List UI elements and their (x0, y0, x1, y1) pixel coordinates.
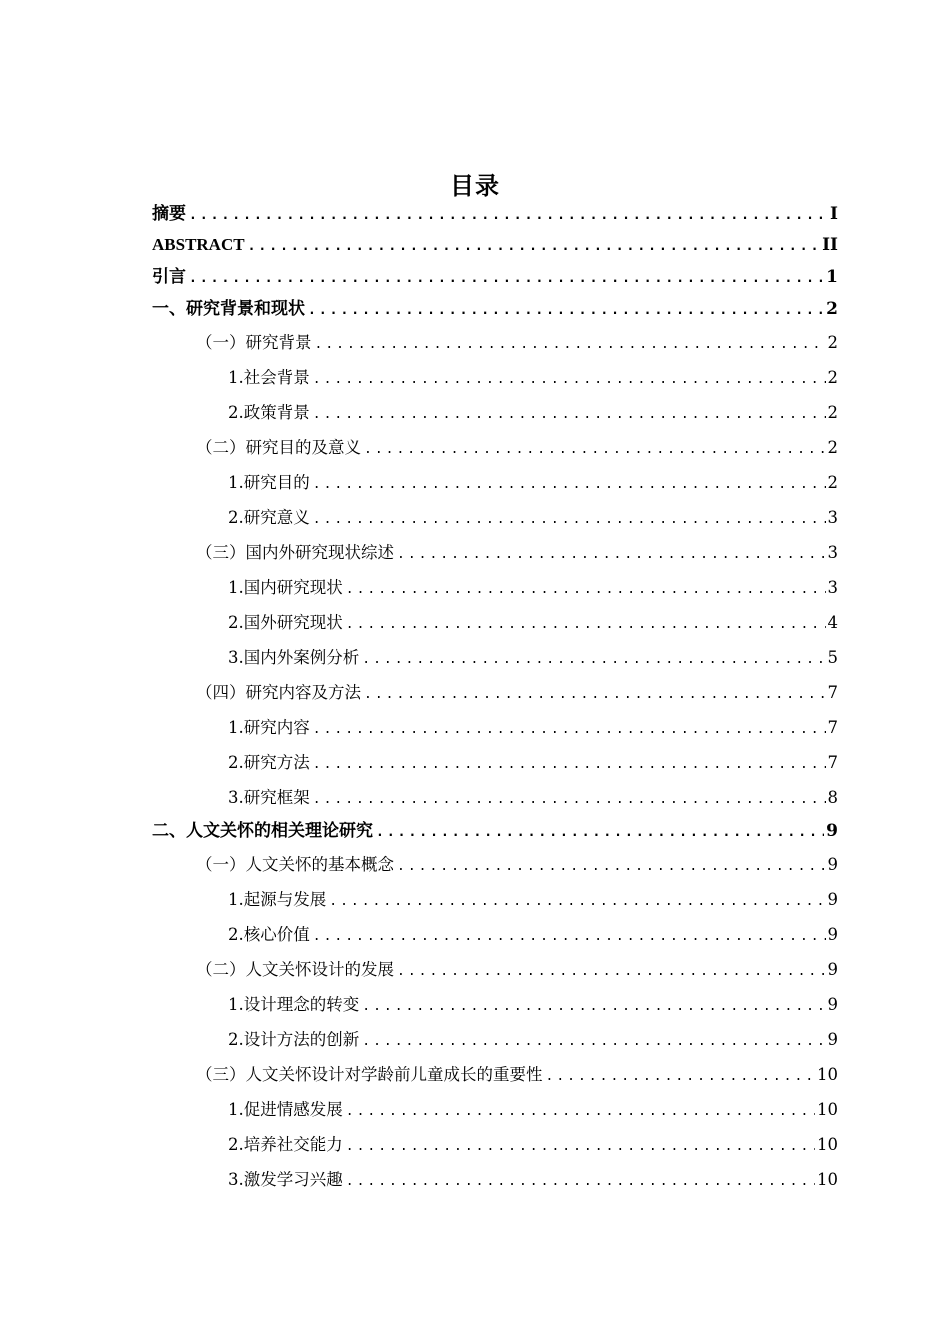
toc-entry[interactable] (152, 430, 838, 465)
toc-entry-page-number: 9 (827, 890, 838, 909)
toc-entry[interactable] (152, 710, 838, 745)
toc-entry-label: 3.国内外案例分析 (228, 648, 360, 667)
toc-entry-label: 1.国内研究现状 (228, 578, 343, 597)
toc-entry-page-number: II (822, 235, 838, 255)
toc-entry-page-number: 8 (827, 788, 838, 807)
toc-entry-label: 1.社会背景 (228, 368, 310, 387)
toc-leader-dots (248, 231, 821, 263)
toc-entry-label: 引言 (152, 267, 186, 287)
toc-leader-dots (313, 712, 826, 747)
toc-entry[interactable] (152, 293, 838, 325)
toc-entry-label: 1.设计理念的转变 (228, 995, 360, 1014)
toc-entry[interactable] (152, 199, 838, 229)
toc-leader-dots (346, 607, 826, 642)
toc-leader-dots (313, 467, 826, 502)
toc-entry[interactable] (152, 229, 838, 261)
toc-entry[interactable] (152, 640, 838, 675)
toc-entry-label: （三）人文关怀设计对学龄前儿童成长的重要性 (196, 1065, 543, 1084)
toc-entry-page-number: 2 (827, 403, 838, 422)
toc-leader-dots (313, 782, 826, 817)
toc-entry[interactable] (152, 1022, 838, 1057)
toc-entry[interactable] (152, 570, 838, 605)
toc-entry[interactable] (152, 987, 838, 1022)
toc-entry[interactable] (152, 1092, 838, 1127)
toc-entry-label: ABSTRACT (152, 235, 245, 254)
toc-entry-label: （四）研究内容及方法 (196, 683, 361, 702)
toc-entry-page-number: 7 (827, 683, 838, 702)
toc-leader-dots (308, 295, 824, 327)
toc-leader-dots (315, 327, 826, 362)
toc-entry[interactable] (152, 360, 838, 395)
toc-entry-label: 2.政策背景 (228, 403, 310, 422)
toc-entry-label: 2.设计方法的创新 (228, 1030, 360, 1049)
toc-entry-label: 一、研究背景和现状 (152, 299, 305, 319)
toc-entry-page-number: 9 (827, 925, 838, 944)
toc-entry[interactable] (152, 1057, 838, 1092)
toc-entry-label: 2.国外研究现状 (228, 613, 343, 632)
toc-entry-page-number: 9 (827, 1030, 838, 1049)
toc-entry[interactable] (152, 395, 838, 430)
toc-entry[interactable] (152, 1162, 838, 1197)
toc-entry-page-number: 2 (827, 333, 838, 352)
toc-entry-label: 1.起源与发展 (228, 890, 327, 909)
toc-leader-dots (313, 397, 826, 432)
toc-leader-dots (313, 502, 826, 537)
toc-entry-label: （二）研究目的及意义 (196, 438, 361, 457)
toc-entry-page-number: 3 (827, 543, 838, 562)
toc-entry-page-number: 4 (827, 613, 838, 632)
toc-entry[interactable] (152, 500, 838, 535)
toc-entry-label: 二、人文关怀的相关理论研究 (152, 821, 373, 841)
toc-entry[interactable] (152, 1127, 838, 1162)
toc-entry-page-number: 9 (827, 995, 838, 1014)
toc-entry-label: 2.研究方法 (228, 753, 310, 772)
toc-leader-dots (397, 954, 826, 989)
toc-leader-dots (313, 747, 826, 782)
toc-entry-label: 摘要 (152, 204, 186, 224)
toc-entry[interactable] (152, 882, 838, 917)
toc-leader-dots (346, 1094, 815, 1129)
toc-entry-label: 3.激发学习兴趣 (228, 1170, 343, 1189)
toc-entry-page-number: 3 (827, 508, 838, 527)
toc-leader-dots (346, 1164, 815, 1199)
toc-leader-dots (546, 1059, 816, 1094)
toc-leader-dots (362, 642, 825, 677)
toc-entry-page-number: 9 (827, 960, 838, 979)
toc-entry-label: （二）人文关怀设计的发展 (196, 960, 394, 979)
toc-entry-page-number: 3 (827, 578, 838, 597)
toc-entry-page-number: 10 (817, 1135, 838, 1154)
toc-leader-dots (313, 362, 826, 397)
table-of-contents (152, 199, 838, 1197)
toc-entry-label: （一）研究背景 (196, 333, 312, 352)
toc-entry[interactable] (152, 815, 838, 847)
toc-leader-dots (376, 817, 824, 849)
toc-leader-dots (329, 884, 825, 919)
toc-leader-dots (346, 572, 826, 607)
toc-entry-page-number: I (830, 204, 838, 224)
toc-entry-label: 1.研究目的 (228, 473, 310, 492)
toc-entry-page-number: 9 (826, 821, 838, 841)
toc-entry[interactable] (152, 465, 838, 500)
toc-leader-dots (364, 677, 826, 712)
toc-leader-dots (397, 849, 826, 884)
toc-entry[interactable] (152, 847, 838, 882)
toc-entry[interactable] (152, 745, 838, 780)
toc-leader-dots (364, 432, 826, 467)
toc-entry-label: （一）人文关怀的基本概念 (196, 855, 394, 874)
toc-entry-page-number: 10 (817, 1170, 838, 1189)
toc-entry[interactable] (152, 952, 838, 987)
toc-entry-page-number: 10 (817, 1065, 838, 1084)
toc-leader-dots (362, 1024, 825, 1059)
toc-entry[interactable] (152, 605, 838, 640)
toc-entry-label: 3.研究框架 (228, 788, 310, 807)
toc-leader-dots (397, 537, 826, 572)
toc-leader-dots (189, 263, 824, 295)
toc-entry-page-number: 9 (827, 855, 838, 874)
toc-entry[interactable] (152, 675, 838, 710)
toc-entry-label: 1.研究内容 (228, 718, 310, 737)
toc-entry[interactable] (152, 325, 838, 360)
toc-entry-page-number: 10 (817, 1100, 838, 1119)
page-title: 目录 (450, 172, 500, 200)
toc-entry-page-number: 2 (827, 368, 838, 387)
toc-entry-page-number: 2 (827, 473, 838, 492)
toc-entry-label: 1.促进情感发展 (228, 1100, 343, 1119)
toc-leader-dots (362, 989, 825, 1024)
toc-entry[interactable] (152, 780, 838, 815)
toc-leader-dots (313, 919, 826, 954)
toc-entry-page-number: 5 (827, 648, 838, 667)
toc-entry[interactable] (152, 535, 838, 570)
toc-entry-label: 2.研究意义 (228, 508, 310, 527)
toc-entry[interactable] (152, 261, 838, 293)
toc-leader-dots (346, 1129, 815, 1164)
toc-entry-label: 2.核心价值 (228, 925, 310, 944)
toc-entry-page-number: 7 (827, 718, 838, 737)
toc-entry-page-number: 2 (826, 299, 838, 319)
toc-entry-label: 2.培养社交能力 (228, 1135, 343, 1154)
toc-leader-dots (189, 201, 826, 231)
toc-entry-page-number: 1 (826, 267, 838, 287)
toc-entry-page-number: 7 (827, 753, 838, 772)
toc-entry-page-number: 2 (827, 438, 838, 457)
toc-entry[interactable] (152, 917, 838, 952)
toc-entry-label: （三）国内外研究现状综述 (196, 543, 394, 562)
